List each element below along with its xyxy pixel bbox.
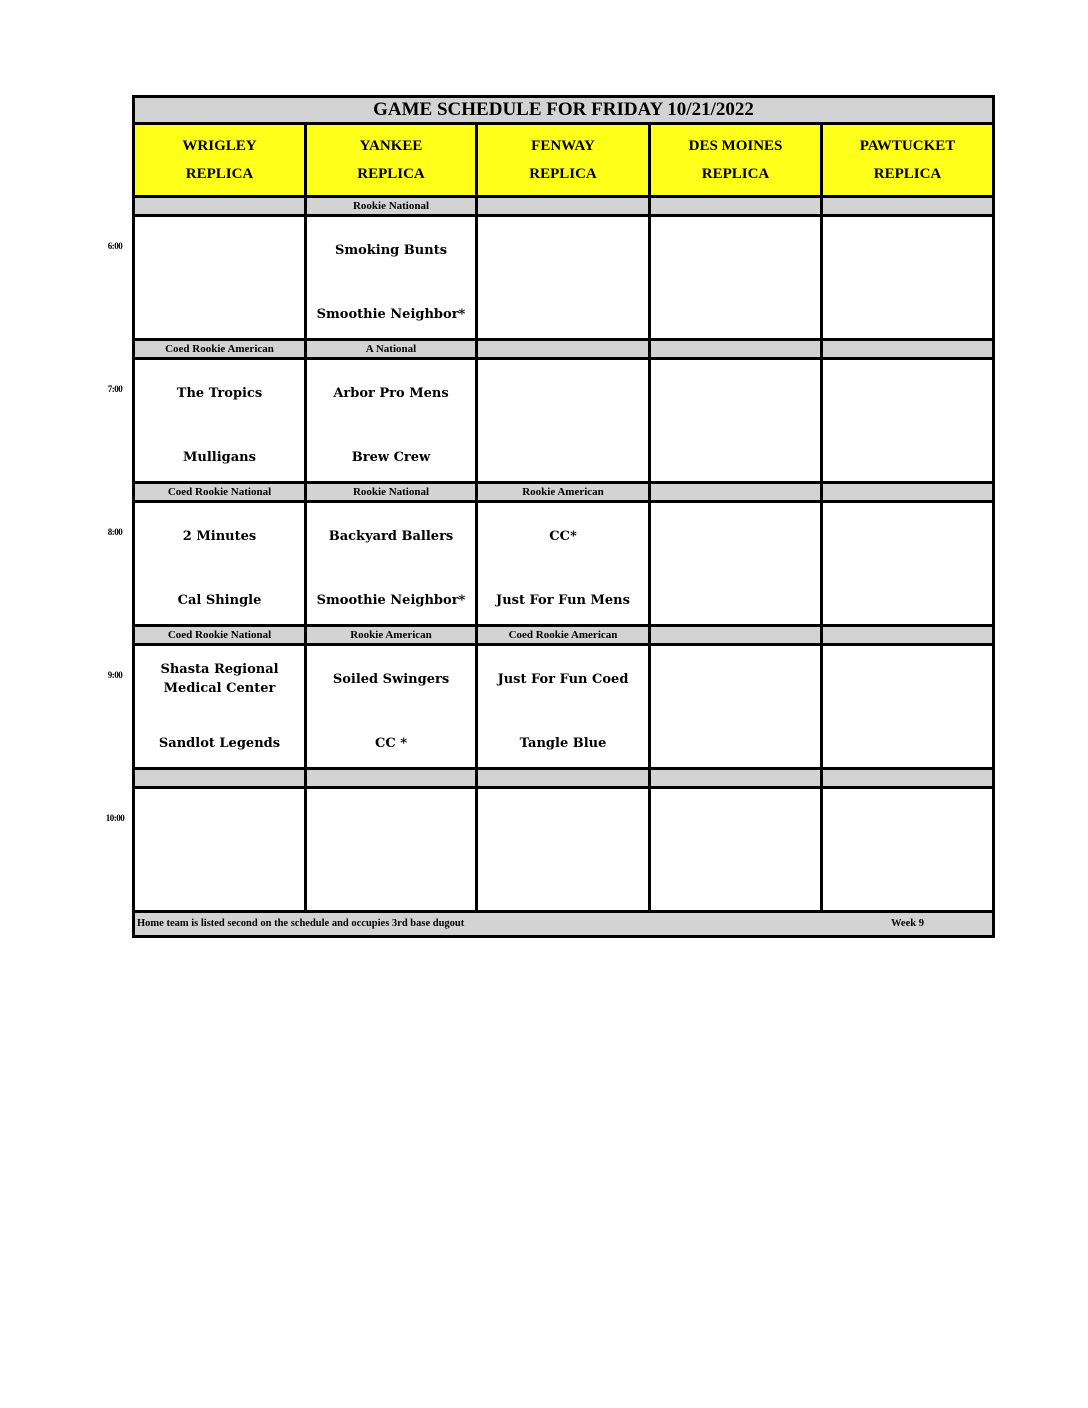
division-label (651, 484, 820, 500)
field-name: PAWTUCKET (859, 138, 956, 154)
game-cell (478, 646, 648, 767)
game-cell (478, 360, 648, 481)
division-label: Rookie American (307, 627, 475, 643)
division-label (823, 627, 992, 643)
away-team: Soiled Swingers (332, 671, 450, 687)
game-cell (135, 789, 304, 910)
field-header-pawtucket (823, 125, 992, 195)
home-team (825, 438, 990, 476)
home-team (653, 724, 818, 762)
week-label: Week 9 (891, 918, 924, 929)
division-label (651, 341, 820, 357)
home-team-note: Home team is listed second on the schedule and occupies 3rd base dugout (137, 918, 465, 929)
game-cell (651, 789, 820, 910)
division-label: Rookie American (478, 484, 648, 500)
away-team (653, 660, 818, 698)
home-team: Brew Crew (351, 449, 431, 465)
away-team (480, 231, 646, 269)
field-name: YANKEE (359, 138, 423, 154)
game-cell (135, 646, 304, 767)
field-subtitle: REPLICA (873, 166, 942, 182)
division-label (651, 198, 820, 214)
division-label (823, 484, 992, 500)
division-label (823, 341, 992, 357)
division-label: Coed Rookie American (478, 627, 648, 643)
home-team: Sandlot Legends (158, 735, 281, 751)
home-team: CC * (374, 735, 408, 751)
division-label (135, 198, 304, 214)
home-team (653, 581, 818, 619)
division-label: Coed Rookie National (135, 627, 304, 643)
home-team (480, 295, 646, 333)
home-team: Mulligans (183, 449, 256, 465)
away-team: Shasta Regional Medical Center (160, 662, 279, 696)
game-cell (307, 217, 475, 338)
field-subtitle: REPLICA (701, 166, 770, 182)
home-team (653, 867, 818, 905)
game-cell (823, 646, 992, 767)
away-team: The Tropics (176, 385, 263, 401)
division-label (651, 770, 820, 786)
away-team (309, 803, 473, 841)
game-cell (823, 360, 992, 481)
division-label: Rookie National (307, 198, 475, 214)
game-cell (651, 646, 820, 767)
away-team: Smoking Bunts (334, 242, 448, 258)
home-team: Cal Shingle (177, 592, 262, 608)
home-team (480, 867, 646, 905)
time-label: 10:00 (105, 813, 125, 823)
game-cell (478, 789, 648, 910)
division-label: Coed Rookie National (135, 484, 304, 500)
game-cell (478, 217, 648, 338)
field-name: FENWAY (531, 138, 595, 154)
away-team: 2 Minutes (182, 528, 257, 544)
time-label: 9:00 (107, 670, 123, 680)
field-subtitle: REPLICA (185, 166, 254, 182)
field-name: WRIGLEY (182, 138, 257, 154)
field-header-des-moines (651, 125, 820, 195)
game-cell (307, 360, 475, 481)
field-header-wrigley (135, 125, 304, 195)
away-team (653, 374, 818, 412)
home-team (653, 438, 818, 476)
field-subtitle: REPLICA (357, 166, 425, 182)
home-team: Smoothie Neighbor* (316, 592, 466, 608)
home-team (825, 867, 990, 905)
away-team: Just For Fun Coed (497, 671, 629, 687)
home-team: Just For Fun Mens (496, 592, 630, 608)
time-label: 7:00 (107, 384, 123, 394)
division-label (478, 770, 648, 786)
home-team (825, 295, 990, 333)
schedule-title: GAME SCHEDULE FOR FRIDAY 10/21/2022 (135, 98, 992, 125)
away-team (480, 374, 646, 412)
division-label (823, 770, 992, 786)
schedule-table (132, 95, 995, 938)
game-cell (651, 360, 820, 481)
home-team (137, 295, 302, 333)
game-cell (823, 217, 992, 338)
away-team (825, 803, 990, 841)
time-label: 8:00 (107, 527, 123, 537)
division-label: Coed Rookie American (135, 341, 304, 357)
footer-bar (135, 913, 992, 935)
away-team (653, 803, 818, 841)
game-cell (135, 217, 304, 338)
division-label (823, 198, 992, 214)
home-team: Smoothie Neighbor* (316, 306, 466, 322)
game-cell (823, 789, 992, 910)
field-header-yankee (307, 125, 475, 195)
division-label (135, 770, 304, 786)
away-team (480, 803, 646, 841)
away-team (825, 517, 990, 555)
home-team: Tangle Blue (519, 735, 607, 751)
division-label (478, 198, 648, 214)
division-label: A National (307, 341, 475, 357)
game-cell (307, 646, 475, 767)
home-team (137, 867, 302, 905)
game-cell (307, 503, 475, 624)
division-label: Rookie National (307, 484, 475, 500)
home-team (480, 438, 646, 476)
away-team (653, 517, 818, 555)
away-team (825, 660, 990, 698)
game-cell (135, 360, 304, 481)
away-team (653, 231, 818, 269)
game-cell (307, 789, 475, 910)
game-cell (135, 503, 304, 624)
field-name: DES MOINES (688, 138, 783, 154)
away-team (825, 374, 990, 412)
division-label (651, 627, 820, 643)
game-cell (478, 503, 648, 624)
game-cell (651, 503, 820, 624)
home-team (825, 581, 990, 619)
away-team: Backyard Ballers (328, 528, 454, 544)
field-header-fenway (478, 125, 648, 195)
away-team: CC* (549, 528, 577, 544)
away-team (137, 231, 302, 269)
away-team (137, 803, 302, 841)
away-team (825, 231, 990, 269)
home-team (653, 295, 818, 333)
division-label (478, 341, 648, 357)
game-cell (823, 503, 992, 624)
field-subtitle: REPLICA (529, 166, 597, 182)
away-team: Arbor Pro Mens (333, 385, 449, 401)
home-team (825, 724, 990, 762)
game-cell (651, 217, 820, 338)
home-team (309, 867, 473, 905)
division-label (307, 770, 475, 786)
time-label: 6:00 (107, 241, 123, 251)
